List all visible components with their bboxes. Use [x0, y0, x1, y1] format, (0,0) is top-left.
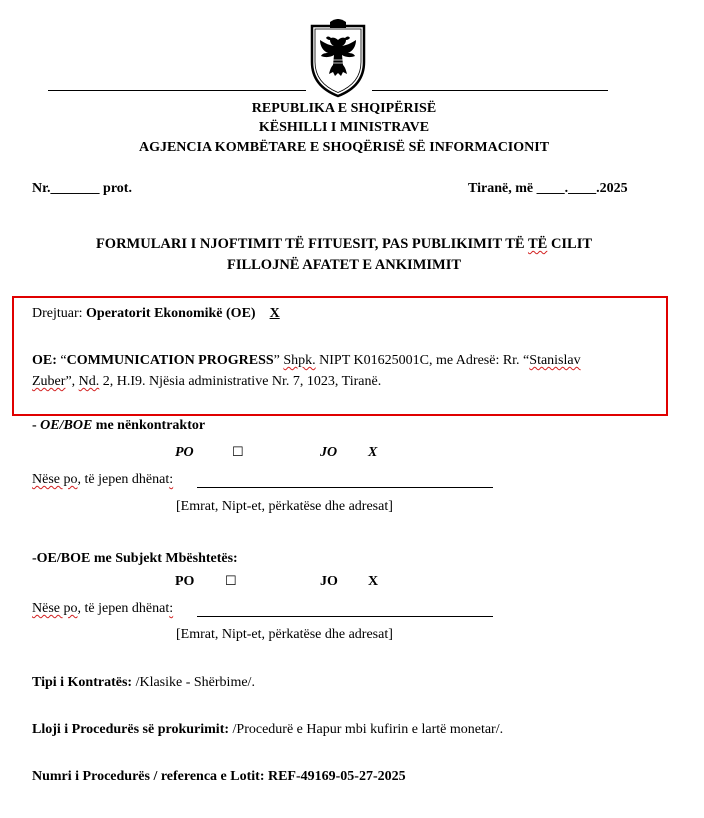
- support-colon: :: [169, 601, 174, 616]
- prot-label: prot.: [103, 181, 132, 196]
- sub-nese-po: Nëse po: [32, 472, 78, 487]
- support-details-prompt: [32, 601, 173, 617]
- title-post: CILIT: [547, 236, 593, 252]
- oe-zuber: Zuber: [32, 374, 66, 389]
- date-blank-month: ____: [568, 181, 597, 196]
- support-jo-mark[interactable]: X: [368, 574, 379, 589]
- form-title-line2: FILLOJNË AFATET E ANKIMIMIT: [226, 257, 462, 273]
- sub-details-hint: [Emrat, Nipt-et, përkatëse dhe adresat]: [176, 499, 393, 514]
- support-jo-label: JO: [320, 574, 338, 589]
- sub-po-checkbox[interactable]: ☐: [232, 444, 244, 459]
- header-republic: REPUBLIKA E SHQIPËRISË: [251, 101, 437, 116]
- support-details-input-line[interactable]: [197, 603, 493, 617]
- date-blank-day: ____: [536, 181, 565, 196]
- contract-type-label: Tipi i Kontratës:: [32, 675, 136, 690]
- header-rule-left: [48, 90, 306, 91]
- protocol-number: [32, 181, 132, 197]
- addressee-mark: X: [269, 306, 280, 321]
- date-prefix: Tiranë, më: [468, 181, 534, 196]
- form-title-line1: [0, 236, 688, 253]
- sub-details-prompt: [32, 472, 173, 488]
- sub-jo-label: JO: [320, 445, 338, 460]
- sub-colon: :: [169, 472, 174, 487]
- oe-company: COMMUNICATION PROGRESS: [66, 353, 274, 368]
- nr-blank: _______: [50, 181, 100, 196]
- header-rule-right: [372, 90, 608, 91]
- title-pre: FORMULARI I NJOFTIMIT TË FITUESIT, PAS PUBLIKIMIT TË: [95, 236, 528, 252]
- oe-addr-end: 2, H.I9. Njësia administrative Nr. 7, 1023, Tiranë.: [99, 374, 382, 389]
- sub-label-rest: me nënkontraktor: [92, 418, 206, 433]
- oe-nipt: NIPT K01625001C, me Adresë: Rr. “: [315, 353, 530, 368]
- sub-dash: -: [32, 418, 41, 433]
- oe-details-line1: [32, 353, 581, 369]
- contract-type: [32, 675, 255, 691]
- addressee-label: Drejtuar:: [32, 306, 87, 321]
- addressee-line: [32, 306, 280, 322]
- oe-quote-open: “: [60, 353, 67, 368]
- procedure-reference: Numri i Procedurës / referenca e Lotit: REF-49169-05-27-2025: [32, 769, 406, 784]
- procedure-type-value: /Procedurë e Hapur mbi kufirin e lartë monetar/.: [232, 722, 504, 737]
- support-te-jepen: , të jepen dhënat: [77, 601, 170, 616]
- sub-po-label: PO: [175, 445, 194, 460]
- date-year: .2025: [596, 181, 628, 196]
- header-council: KËSHILLI I MINISTRAVE: [258, 120, 430, 135]
- oe-stanislav: Stanislav: [529, 353, 581, 368]
- header-agency: AGJENCIA KOMBËTARE E SHOQËRISË SË INFORMACIONIT: [138, 140, 550, 155]
- subcontractor-heading: [32, 418, 205, 434]
- support-po-label: PO: [175, 574, 195, 589]
- procedure-type: [32, 722, 503, 738]
- oe-quote-close: ”: [273, 353, 284, 368]
- sub-label-italic: OE/BOE: [40, 418, 93, 433]
- support-heading: -OE/BOE me Subjekt Mbështetës:: [32, 551, 238, 566]
- procedure-type-label: Lloji i Procedurës së prokurimit:: [32, 722, 233, 737]
- sub-details-input-line[interactable]: [197, 474, 493, 488]
- oe-details-line2: [32, 374, 381, 390]
- contract-type-value: /Klasike - Shërbime/.: [135, 675, 255, 690]
- support-nese-po: Nëse po: [32, 601, 78, 616]
- oe-label: OE:: [32, 353, 61, 368]
- support-po-checkbox[interactable]: ☐: [225, 573, 237, 588]
- title-te: TË: [527, 236, 548, 252]
- oe-addr-mid: ”,: [65, 374, 79, 389]
- nr-label: Nr.: [32, 181, 51, 196]
- coat-of-arms-emblem: [306, 18, 370, 98]
- oe-nd: Nd.: [78, 374, 100, 389]
- sub-te-jepen: , të jepen dhënat: [77, 472, 170, 487]
- document-date: Tiranë, më ____.____.2025: [468, 181, 628, 196]
- oe-shpk: Shpk.: [283, 353, 316, 368]
- addressee-name: Operatorit Ekonomikë (OE): [86, 306, 256, 321]
- support-details-hint: [Emrat, Nipt-et, përkatëse dhe adresat]: [176, 627, 393, 642]
- sub-jo-mark[interactable]: X: [368, 445, 378, 460]
